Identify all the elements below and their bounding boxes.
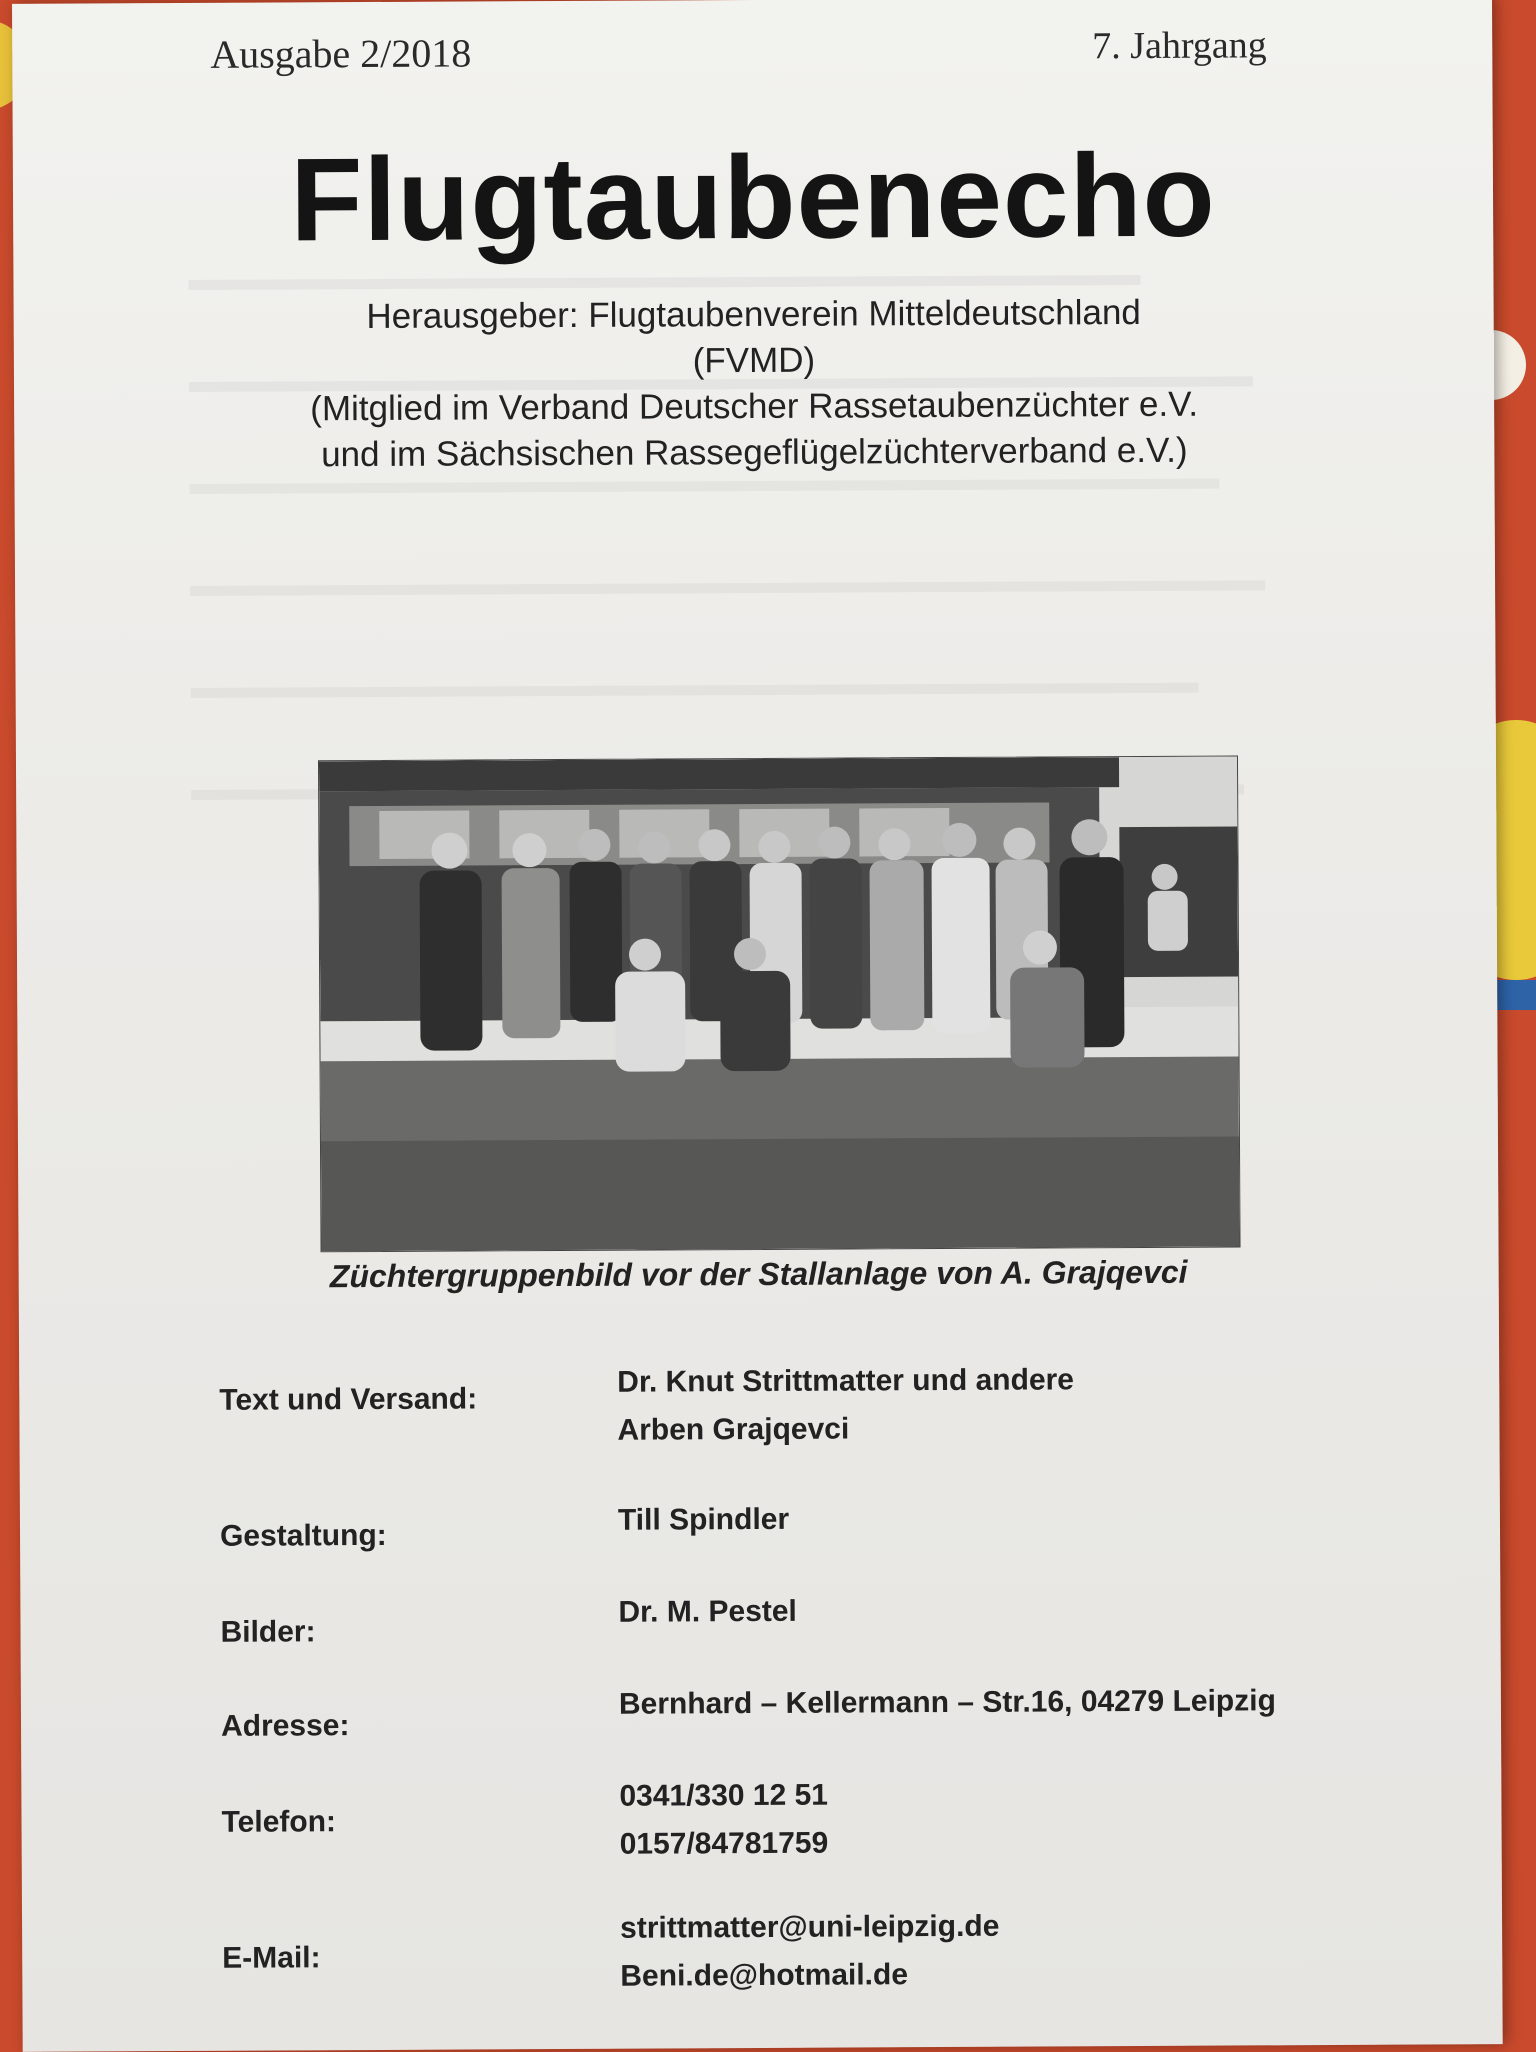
- imprint-value-phone: 0341/330 12 51: [619, 1778, 829, 1813]
- imprint-value-phone: 0157/84781759: [619, 1826, 829, 1861]
- imprint-value: Dr. M. Pestel: [618, 1594, 797, 1629]
- volume-year: 7. Jahrgang: [1092, 24, 1267, 68]
- group-photo: [318, 755, 1241, 1252]
- membership-line: und im Sächsischen Rassegeflügelzüchterverband e.V.): [321, 430, 1188, 475]
- newsletter-title: Flugtaubenecho: [290, 129, 1216, 267]
- imprint-label-phone: Telefon:: [221, 1805, 337, 1839]
- imprint-value-email: Beni.de@hotmail.de: [620, 1958, 909, 1993]
- imprint-label-text-shipping: Text und Versand:: [219, 1382, 478, 1417]
- imprint-label-design: Gestaltung:: [219, 1518, 387, 1553]
- membership-line: (Mitglied im Verband Deutscher Rassetaubenzüchter e.V.: [310, 384, 1199, 429]
- imprint-value-address: Bernhard – Kellermann – Str.16, 04279 Leipzig: [618, 1684, 1276, 1721]
- group-photo-image: [319, 756, 1240, 1251]
- publisher-line: Herausgeber: Flugtaubenverein Mitteldeutschland: [366, 292, 1141, 337]
- imprint-value: Dr. Knut Strittmatter und andere: [617, 1363, 1075, 1399]
- imprint-label-pictures: Bilder:: [220, 1615, 316, 1649]
- issue-number: Ausgabe 2/2018: [210, 30, 472, 77]
- imprint-value: Arben Grajqevci: [617, 1412, 850, 1447]
- imprint-value-email: strittmatter@uni-leipzig.de: [620, 1909, 1000, 1945]
- imprint-value: Till Spindler: [617, 1502, 790, 1537]
- publisher-abbreviation: (FVMD): [692, 340, 816, 381]
- publisher-block: [14, 288, 1495, 480]
- imprint-label-address: Adresse:: [220, 1709, 350, 1743]
- imprint-label-email: E-Mail:: [222, 1941, 321, 1975]
- photo-caption: Züchtergruppenbild vor der Stallanlage von A. Grajqevci: [329, 1253, 1188, 1295]
- newsletter-page: [12, 0, 1503, 2052]
